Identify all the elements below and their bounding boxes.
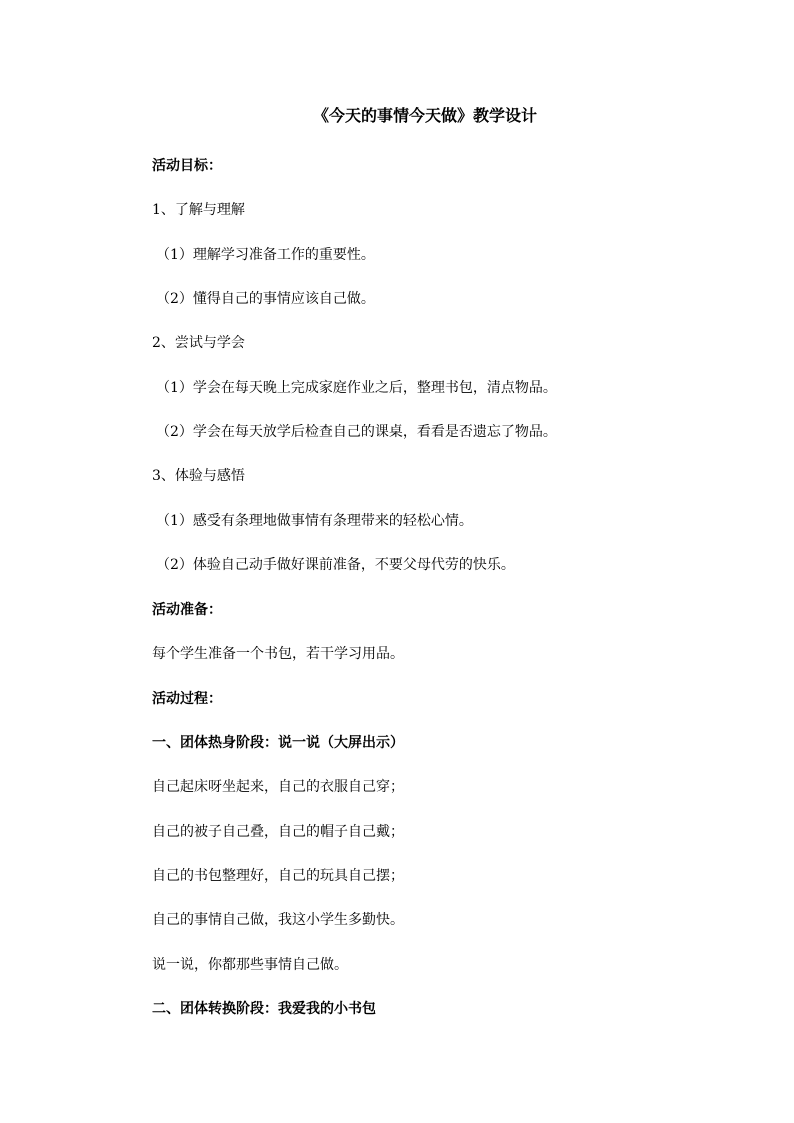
heading-activity-goals: 活动目标： xyxy=(152,158,222,174)
goal-item: （1）感受有条理地做事情有条理带来的轻松心情。 xyxy=(156,513,473,529)
goal-item: （2）体验自己动手做好课前准备，不要父母代劳的快乐。 xyxy=(156,557,515,573)
prep-text: 每个学生准备一个书包，若干学习用品。 xyxy=(152,646,404,662)
goal-item: （1）学会在每天晚上完成家庭作业之后，整理书包，清点物品。 xyxy=(156,380,557,396)
rhyme-line: 自己的书包整理好，自己的玩具自己摆； xyxy=(152,868,404,884)
discussion-prompt: 说一说，你都那些事情自己做。 xyxy=(152,957,348,973)
document-title: 《今天的事情今天做》教学设计 xyxy=(312,106,537,125)
goal-section-2: 2、尝试与学会 xyxy=(152,335,245,351)
goal-item: （2）懂得自己的事情应该自己做。 xyxy=(156,291,375,307)
heading-activity-process: 活动过程： xyxy=(152,691,222,707)
stage-1-heading: 一、团体热身阶段：说一说（大屏出示） xyxy=(152,735,404,751)
goal-item: （1）理解学习准备工作的重要性。 xyxy=(156,247,375,263)
rhyme-line: 自己的事情自己做，我这小学生多勤快。 xyxy=(152,912,404,928)
goal-item: （2）学会在每天放学后检查自己的课桌，看看是否遗忘了物品。 xyxy=(156,424,557,440)
heading-activity-prep: 活动准备： xyxy=(152,602,222,618)
goal-section-1: 1、了解与理解 xyxy=(152,202,245,218)
rhyme-line: 自己起床呀坐起来，自己的衣服自己穿； xyxy=(152,779,404,795)
stage-2-heading: 二、团体转换阶段：我爱我的小书包 xyxy=(152,1001,376,1017)
goal-section-3: 3、体验与感悟 xyxy=(152,468,245,484)
rhyme-line: 自己的被子自己叠，自己的帽子自己戴； xyxy=(152,824,404,840)
